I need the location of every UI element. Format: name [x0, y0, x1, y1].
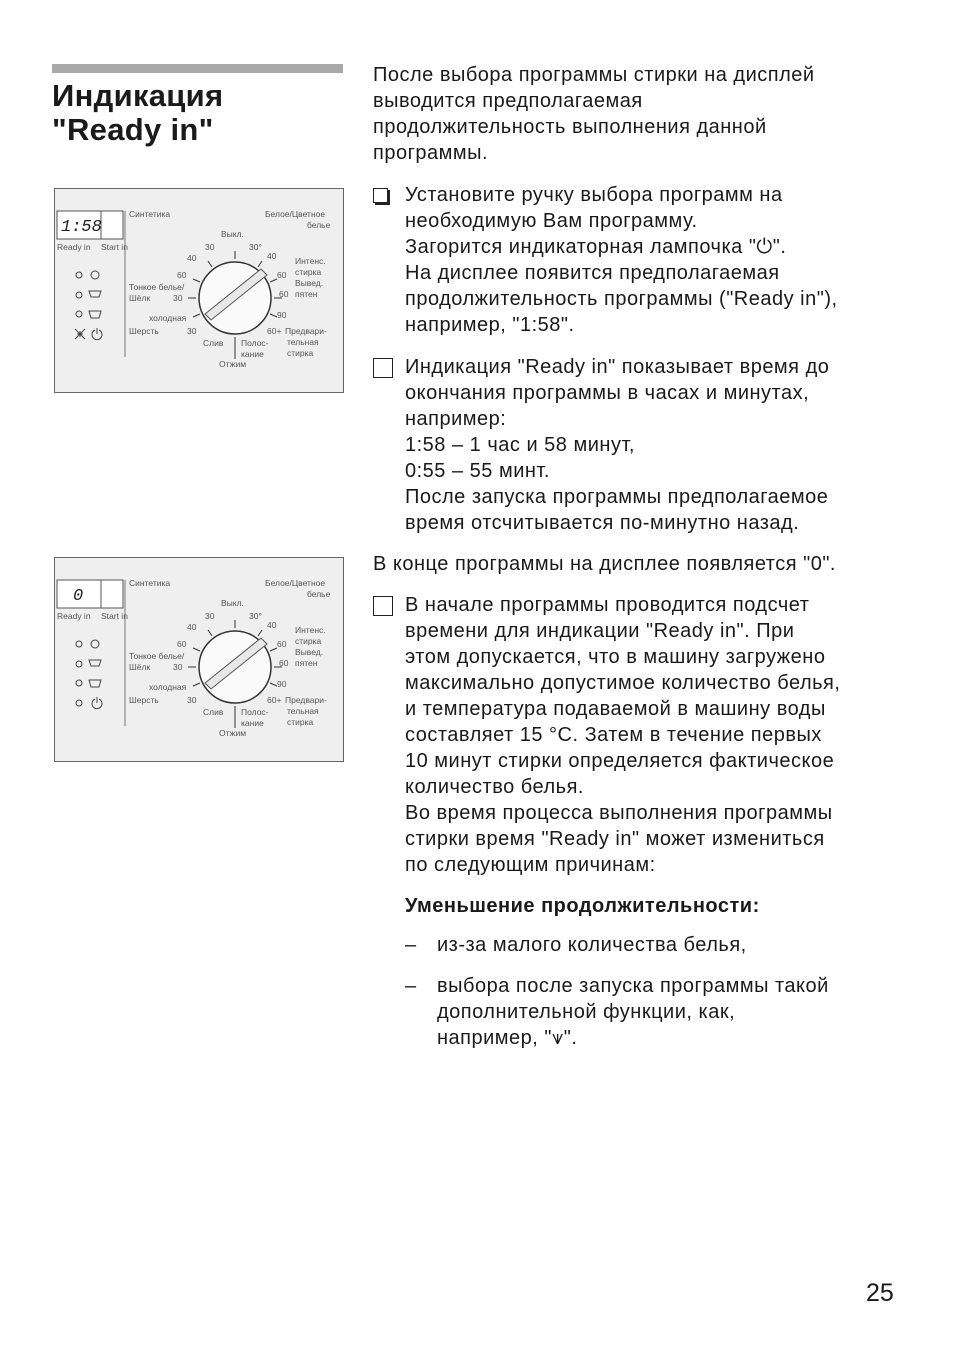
quick-icon	[91, 271, 99, 279]
note-line: 10 минут стирки определяется фактическое	[405, 750, 835, 772]
temp-label: 40	[187, 253, 197, 263]
dash-bullet: –	[405, 975, 417, 997]
temp-label: 30	[173, 662, 183, 672]
note-line: время отсчитывается по-минутно назад.	[405, 512, 800, 534]
note-box-icon	[373, 596, 393, 616]
note-line: 1:58 – 1 час и 58 минут,	[405, 434, 635, 456]
end-paragraph	[373, 551, 903, 577]
label-prewash: стирка	[287, 348, 314, 358]
easy-iron-icon	[89, 311, 101, 318]
temp-label: 60	[277, 639, 287, 649]
temp-label: 30	[205, 242, 215, 252]
start-in-label: Start in	[101, 611, 128, 621]
temp-label: 40	[267, 251, 277, 261]
intro-line: выводится предполагаемая	[373, 90, 643, 112]
step-line: продолжительность программы ("Ready in"),	[405, 288, 838, 310]
quick-icon	[91, 640, 99, 648]
start-in-label: Start in	[101, 242, 128, 252]
end-line: В конце программы на дисплее появляется "0".	[373, 553, 836, 575]
control-panel-illustration-2	[54, 557, 344, 762]
label-rinse: кание	[241, 349, 264, 359]
power-icon	[92, 328, 102, 340]
label-prewash: стирка	[287, 717, 314, 727]
temp-label: 60+	[267, 695, 282, 705]
indicator-lamp	[76, 641, 82, 647]
subheading: Уменьшение продолжительности:	[405, 895, 760, 917]
label-intensive: Интенс.	[295, 256, 326, 266]
temp-label: 60	[279, 658, 289, 668]
note-ready-in	[373, 354, 903, 536]
temp-label: 60	[177, 639, 187, 649]
display-button	[101, 211, 123, 239]
temp-label: 60+	[267, 326, 282, 336]
label-delicate: Тонкое белье/	[129, 651, 185, 661]
label-spin: Отжим	[219, 359, 247, 369]
reason-line: дополнительной функции, как,	[437, 1001, 736, 1023]
reason-item	[405, 932, 905, 958]
label-delicate: Шёлк	[129, 662, 151, 672]
label-prewash: тельная	[287, 706, 319, 716]
label-synthetics: Синтетика	[129, 578, 171, 588]
temp-label: 30°	[249, 242, 262, 252]
label-delicate: Шёлк	[129, 293, 151, 303]
note-box-icon	[373, 358, 393, 378]
label-synthetics: Синтетика	[129, 209, 171, 219]
indicator-lamp	[76, 292, 82, 298]
note-line: стирки время "Ready in" может измениться	[405, 828, 825, 850]
note-calculation	[373, 592, 903, 878]
reason-line: выбора после запуска программы такой	[437, 975, 829, 997]
label-prewash: тельная	[287, 337, 319, 347]
indicator-lamp	[76, 311, 82, 317]
label-stain: Вывед.	[295, 647, 324, 657]
label-stain: пятен	[295, 658, 318, 668]
step-line: Загорится индикаторная лампочка "⏻".	[405, 236, 787, 258]
temp-label: 30	[187, 326, 197, 336]
label-prewash: Предвари-	[285, 326, 327, 336]
step-line: Установите ручку выбора программ на	[405, 184, 783, 206]
rinse-hold-icon	[89, 291, 101, 297]
temp-label: 60	[277, 270, 287, 280]
power-icon	[92, 697, 102, 709]
reason-line: например, "⩛".	[437, 1027, 578, 1049]
label-stain: пятен	[295, 289, 318, 299]
temp-label: 90	[277, 679, 287, 689]
label-rinse: Полос-	[241, 338, 269, 348]
note-line: составляет 15 °C. Затем в течение первых	[405, 724, 822, 746]
label-wool: Шерсть	[129, 326, 159, 336]
page-number: 25	[866, 1279, 894, 1307]
indicator-lamp	[76, 680, 82, 686]
label-off: Выкл.	[221, 229, 244, 239]
temp-label: 60	[177, 270, 187, 280]
label-white-color: Белое/Цветное	[265, 209, 326, 219]
note-line: количество белья.	[405, 776, 584, 798]
label-delicate: Тонкое белье/	[129, 282, 185, 292]
label-cold: холодная	[149, 682, 187, 692]
label-rinse: кание	[241, 718, 264, 728]
note-line: В начале программы проводится подсчет	[405, 594, 810, 616]
label-stain: Вывед.	[295, 278, 324, 288]
indicator-lamp	[76, 700, 82, 706]
temp-label: 40	[187, 622, 197, 632]
note-line: 0:55 – 55 минт.	[405, 460, 550, 482]
note-line: После запуска программы предполагаемое	[405, 486, 829, 508]
section-bar	[52, 64, 343, 73]
intro-paragraph	[373, 62, 903, 166]
label-drain: Слив	[203, 707, 224, 717]
note-line: по следующим причинам:	[405, 854, 656, 876]
ready-in-label: Ready in	[57, 611, 91, 621]
easy-iron-icon	[89, 680, 101, 687]
heading-line-1: Индикация	[52, 78, 224, 113]
temp-label: 90	[277, 310, 287, 320]
label-intensive: Интенс.	[295, 625, 326, 635]
rinse-hold-icon	[89, 660, 101, 666]
label-intensive: стирка	[295, 267, 322, 277]
checkbox-step-icon	[373, 188, 388, 203]
temp-label: 30	[187, 695, 197, 705]
step-line: На дисплее появится предполагаемая	[405, 262, 780, 284]
intro-line: продолжительность выполнения данной	[373, 116, 767, 138]
intro-line: После выбора программы стирки на дисплей	[373, 64, 815, 86]
label-spin: Отжим	[219, 728, 247, 738]
note-line: например:	[405, 408, 507, 430]
label-wool: Шерсть	[129, 695, 159, 705]
temp-label: 60	[279, 289, 289, 299]
label-white-color: Белое/Цветное	[265, 578, 326, 588]
lamp-lit-icon	[75, 329, 85, 339]
note-line: Индикация "Ready in" показывает время до	[405, 356, 830, 378]
reason-item	[405, 973, 905, 1051]
label-intensive: стирка	[295, 636, 322, 646]
ready-in-label: Ready in	[57, 242, 91, 252]
temp-label: 30°	[249, 611, 262, 621]
heading-line-2: "Ready in"	[52, 112, 214, 147]
note-line: окончания программы в часах и минутах,	[405, 382, 810, 404]
section-heading	[52, 79, 352, 147]
display-value: 1:58	[61, 218, 102, 237]
display-button	[101, 580, 123, 608]
temp-label: 30	[173, 293, 183, 303]
label-white-color: белье	[307, 220, 331, 230]
label-off: Выкл.	[221, 598, 244, 608]
dash-bullet: –	[405, 934, 417, 956]
note-line: Во время процесса выполнения программы	[405, 802, 833, 824]
temp-label: 40	[267, 620, 277, 630]
temp-label: 30	[205, 611, 215, 621]
reason-line: из-за малого количества белья,	[437, 934, 747, 956]
note-line: времени для индикации "Ready in". При	[405, 620, 795, 642]
label-drain: Слив	[203, 338, 224, 348]
indicator-lamp	[76, 661, 82, 667]
intro-line: программы.	[373, 142, 489, 164]
control-panel-illustration-1	[54, 188, 344, 393]
display-value: 0	[73, 587, 84, 606]
label-cold: холодная	[149, 313, 187, 323]
note-line: и температура подаваемой в машину воды	[405, 698, 826, 720]
step-line: необходимую Вам программу.	[405, 210, 698, 232]
indicator-lamp	[76, 272, 82, 278]
label-white-color: белье	[307, 589, 331, 599]
note-line: этом допускается, что в машину загружено	[405, 646, 826, 668]
note-line: максимально допустимое количество белья,	[405, 672, 841, 694]
step-line: например, "1:58".	[405, 314, 575, 336]
label-prewash: Предвари-	[285, 695, 327, 705]
step-instruction	[373, 182, 903, 338]
label-rinse: Полос-	[241, 707, 269, 717]
